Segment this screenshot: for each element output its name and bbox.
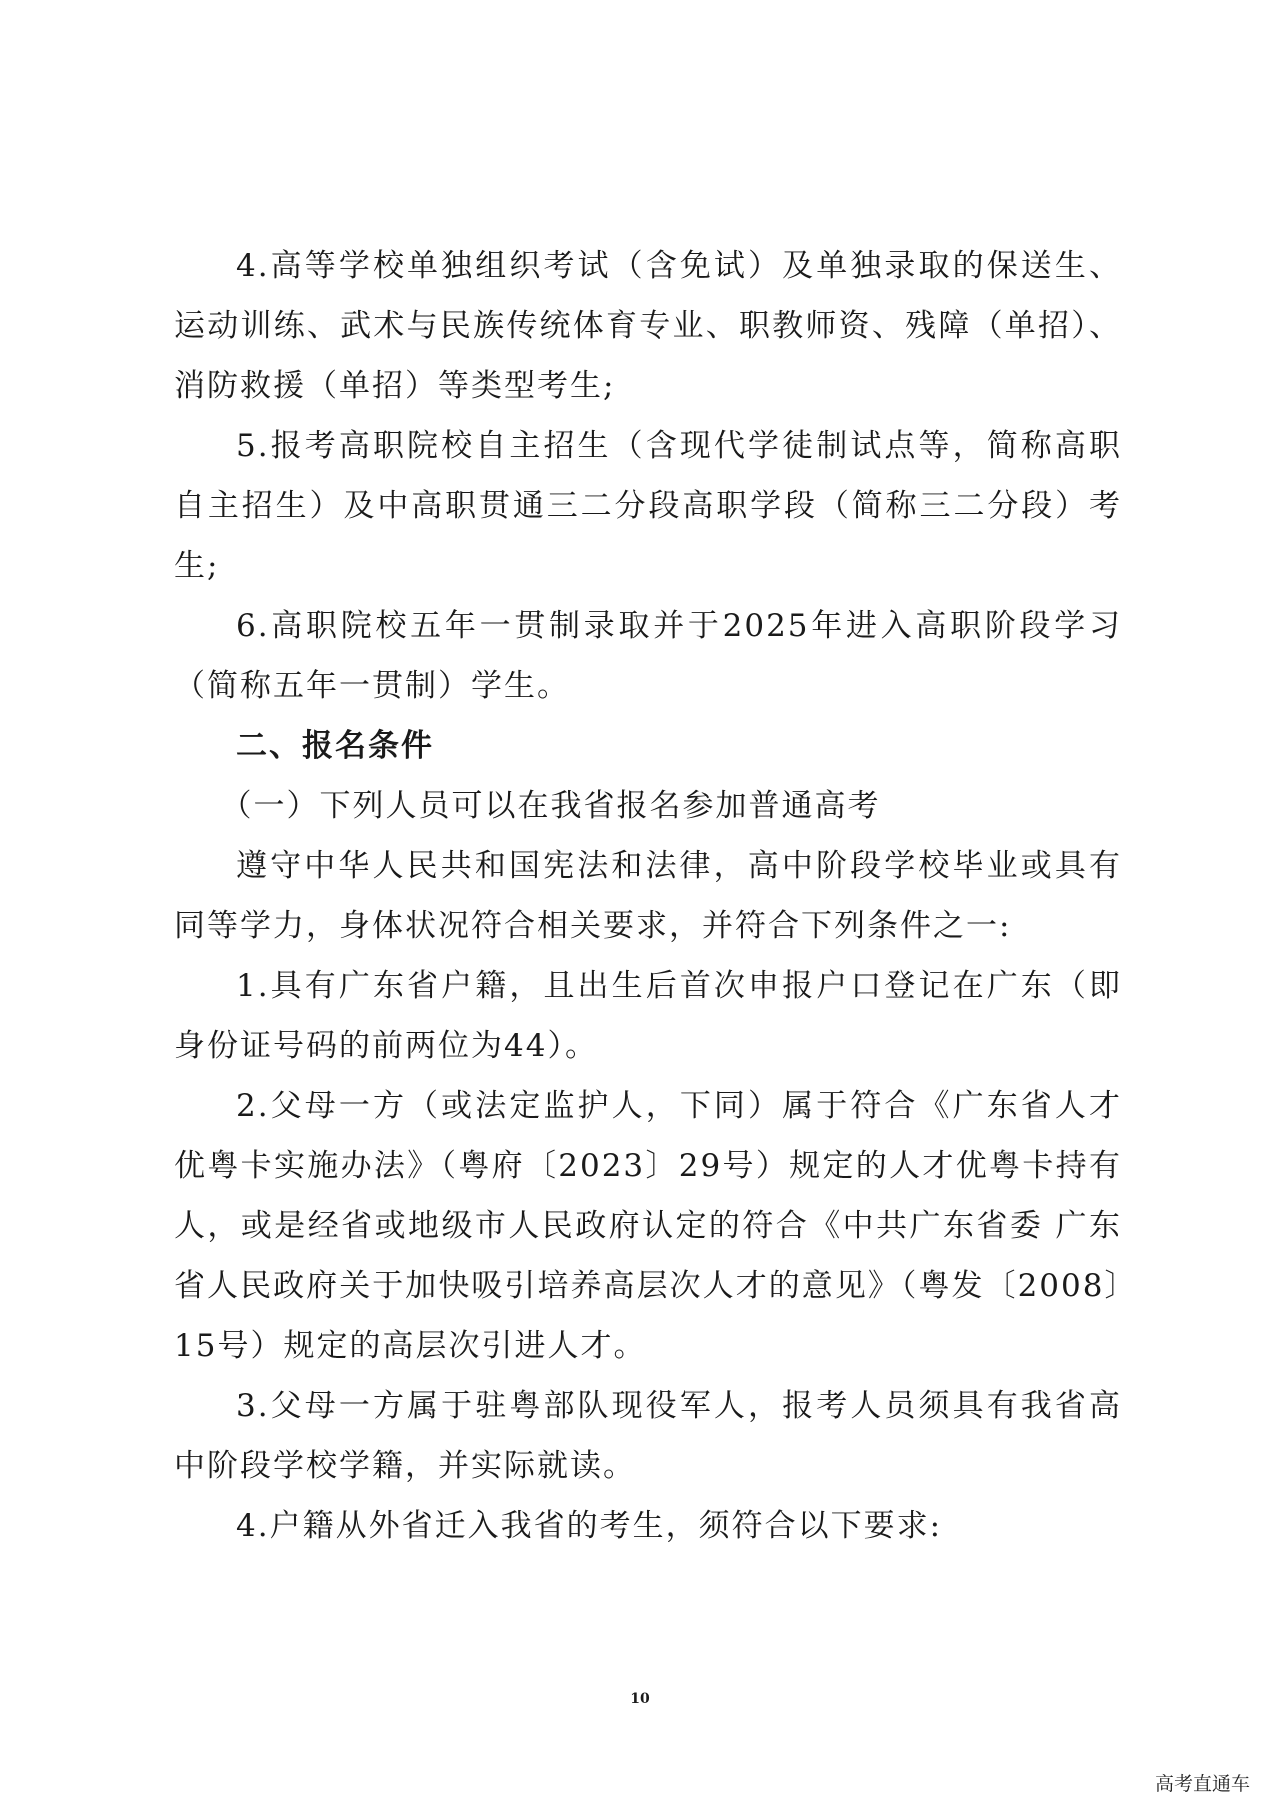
paragraph-item-6: 6.高职院校五年一贯制录取并于2025年进入高职阶段学习（简称五年一贯制）学生。 [174, 608, 1122, 704]
paragraph-condition-4: 4.户籍从外省迁入我省的考生，须符合以下要求: [236, 1508, 943, 1544]
section-heading: 二、报名条件 [236, 728, 434, 764]
document-body [174, 236, 1122, 1556]
page-number: 10 [630, 1691, 650, 1707]
paragraph-intro: 遵守中华人民共和国宪法和法律，高中阶段学校毕业或具有同等学力，身体状况符合相关要求，并符合下列条件之一: [174, 848, 1122, 944]
paragraph-item-4: 4.高等学校单独组织考试（含免试）及单独录取的保送生、运动训练、武术与民族传统体育专业、职教师资、残障（单招）、消防救援（单招）等类型考生; [174, 248, 1122, 404]
paragraph-item-5: 5.报考高职院校自主招生（含现代学徒制试点等，简称高职自主招生）及中高职贯通三二分段高职学段（简称三二分段）考生; [174, 428, 1122, 584]
paragraph-condition-3: 3.父母一方属于驻粤部队现役军人，报考人员须具有我省高中阶段学校学籍，并实际就读。 [174, 1388, 1122, 1484]
paragraph-condition-2: 2.父母一方（或法定监护人，下同）属于符合《广东省人才优粤卡实施办法》（粤府〔2023〕29号）规定的人才优粤卡持有人，或是经省或地级市人民政府认定的符合《中共广东省委 广东省人民政府关于加快吸引培养高层次人才的意见》（粤发〔2008〕15号）规定的高层次引进人才。 [174, 1088, 1122, 1364]
watermark: 高考直通车 [1154, 1773, 1250, 1795]
paragraph-condition-1: 1.具有广东省户籍，且出生后首次申报户口登记在广东（即身份证号码的前两位为44）。 [174, 968, 1122, 1064]
subsection-heading: （一）下列人员可以在我省报名参加普通高考 [220, 788, 881, 824]
